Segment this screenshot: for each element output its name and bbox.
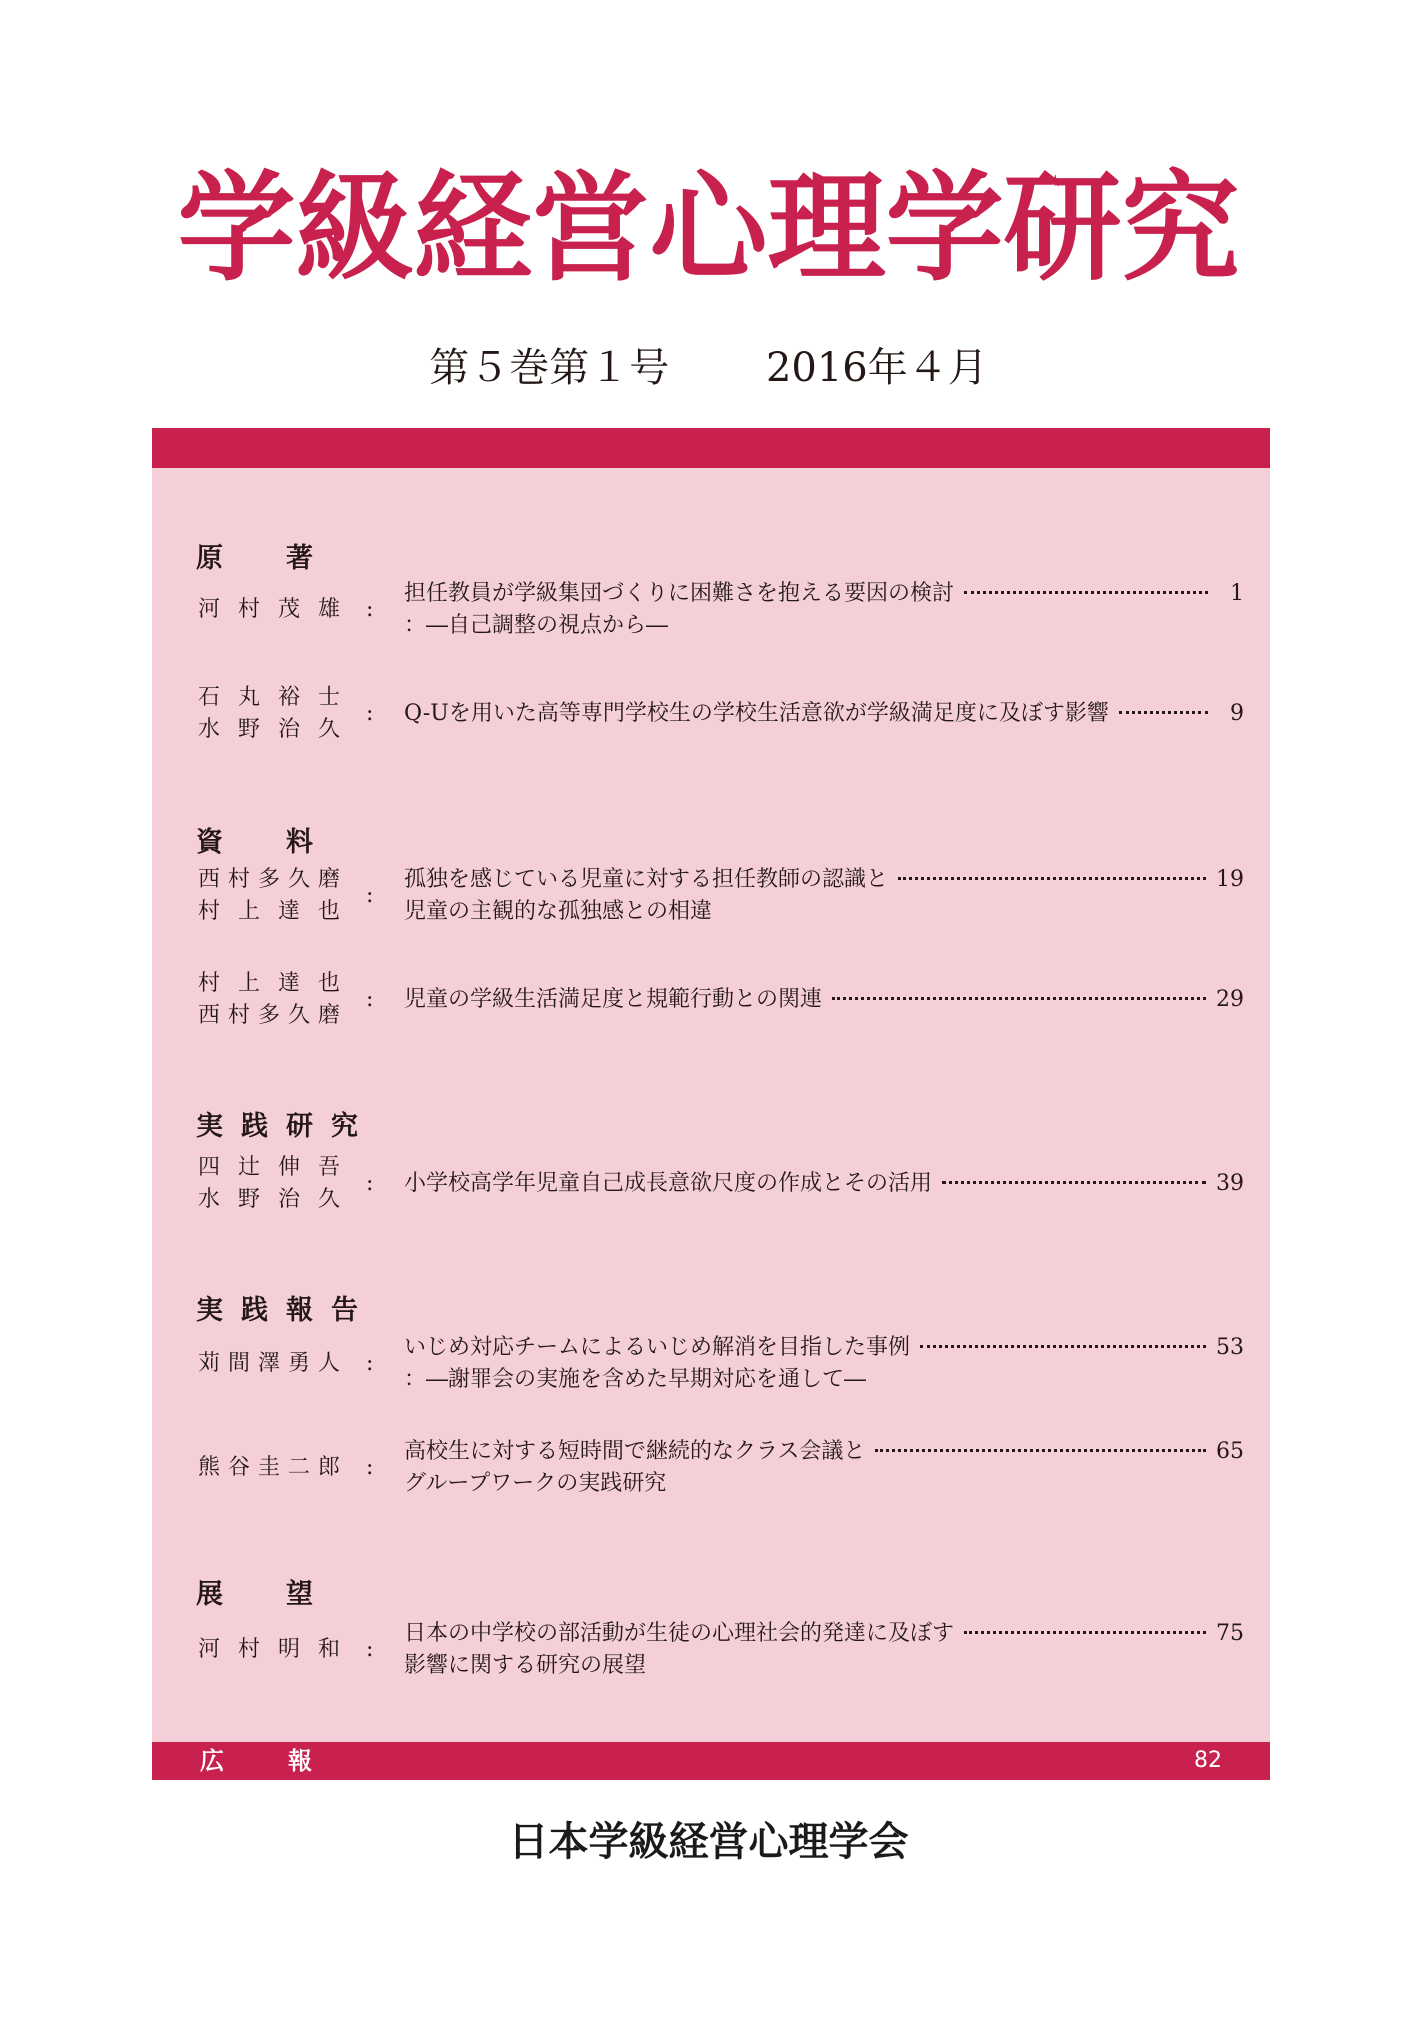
dot-leader (832, 997, 1206, 1000)
page-number: 1 (1230, 581, 1244, 606)
dot-leader (920, 1345, 1206, 1348)
article-title: 孤独を感じている児童に対する担任教師の認識と 19 児童の主観的な孤独感との相違 (404, 864, 1244, 928)
article-title: 日本の中学校の部活動が生徒の心理社会的発達に及ぼす 75 影響に関する研究の展望 (404, 1618, 1244, 1682)
dot-leader (964, 591, 1208, 594)
dot-leader (875, 1449, 1206, 1452)
author-name: 河 村 茂 雄 (198, 597, 340, 622)
toc-top-bar (152, 428, 1270, 468)
section-heading: 資 料 (196, 827, 331, 858)
page-number: 53 (1216, 1335, 1244, 1360)
article-title: 高校生に対する短時間で継続的なクラス会議と 65 グループワークの実践研究 (404, 1436, 1244, 1500)
dot-leader (942, 1181, 1206, 1184)
authors (198, 864, 340, 928)
page-number: 75 (1216, 1621, 1244, 1646)
author-name: 石 丸 裕 士 (198, 685, 340, 710)
author-name: 村 上 達 也 (198, 971, 340, 996)
table-of-contents: 原 著 河 村 茂 雄 : 担任教員が学級集団づくりに困難さを抱える要因の検討 1 ：―自己調整の視点から― 石 丸 裕 士 水 野 治 久 : Q-Uを用いた高等専門学校生の学校生活意欲が学級満足度に及ぼす影響 9 資 料 西 村 多 久 磨 村 上 達 也 : 孤独を感じている児童に対する担任教師の認識と 19 児童の主観的な孤独感との相違 村 上 達 也 西 村 多 久 磨 : 児童の学級生活満足度と規範行動との関連 29 実践研究 四 辻 伸 吾 水 野 治 久 : 小学校高学年児童自己成長意欲尺度の作成とその活用 39 実践報告 苅 間 澤 勇 人 : いじめ対応チームによるいじめ解消を目指した事例 53 ：―謝罪会の実施を含めた早期対応を通して― 熊 谷 圭 二 郎 : 高校生に対する短時間で継続的なクラス会議と 65 グループワークの実践研究 展 望 河 村 明 和 : 日本の中学校の部活動が生徒の心理社会的発達に及ぼす 75 影響に関する研究の展望 広 報 82 (152, 428, 1270, 1780)
article-title: 担任教員が学級集団づくりに困難さを抱える要因の検討 1 ：―自己調整の視点から― (404, 578, 1244, 642)
authors (198, 1348, 340, 1380)
section-heading: 実践報告 (196, 1295, 376, 1326)
authors (198, 682, 340, 746)
author-name: 村 上 達 也 (198, 899, 340, 924)
authors (198, 968, 340, 1032)
article-title: 児童の学級生活満足度と規範行動との関連 29 (404, 984, 1244, 1016)
issue-info (0, 340, 1417, 396)
author-name: 水 野 治 久 (198, 1187, 340, 1212)
article-title: 小学校高学年児童自己成長意欲尺度の作成とその活用 39 (404, 1168, 1244, 1200)
koho-label: 広 報 (200, 1747, 332, 1775)
author-name: 河 村 明 和 (198, 1637, 340, 1662)
article-title: Q-Uを用いた高等専門学校生の学校生活意欲が学級満足度に及ぼす影響 9 (404, 698, 1244, 730)
author-name: 熊 谷 圭 二 郎 (198, 1455, 340, 1480)
koho-bar[interactable] (152, 1742, 1270, 1780)
author-name: 西 村 多 久 磨 (198, 1003, 340, 1028)
authors (198, 1152, 340, 1216)
volume-issue: 第５巻第１号 (429, 345, 670, 391)
authors (198, 1634, 340, 1666)
page-number: 9 (1230, 701, 1244, 726)
authors (198, 1452, 340, 1484)
dot-leader (964, 1631, 1206, 1634)
author-name: 四 辻 伸 吾 (198, 1155, 340, 1180)
page-number: 29 (1216, 987, 1244, 1012)
author-name: 水 野 治 久 (198, 717, 340, 742)
section-heading: 展 望 (196, 1579, 331, 1610)
page-number: 65 (1216, 1439, 1244, 1464)
author-name: 西 村 多 久 磨 (198, 867, 340, 892)
page-number: 19 (1216, 867, 1244, 892)
publisher-name: 日本学級経営心理学会 (508, 1819, 909, 1865)
journal-title: 学級経営心理学研究 (177, 159, 1240, 297)
issue-date: 2016年４月 (765, 345, 988, 391)
section-heading: 原 著 (196, 543, 331, 574)
koho-page-number: 82 (1194, 1748, 1222, 1773)
page-number: 39 (1216, 1171, 1244, 1196)
dot-leader (898, 877, 1206, 880)
dot-leader (1119, 711, 1208, 714)
article-title: いじめ対応チームによるいじめ解消を目指した事例 53 ：―謝罪会の実施を含めた早期対応を通して― (404, 1332, 1244, 1396)
author-name: 苅 間 澤 勇 人 (198, 1351, 340, 1376)
authors (198, 594, 340, 626)
section-heading: 実践研究 (196, 1111, 376, 1142)
